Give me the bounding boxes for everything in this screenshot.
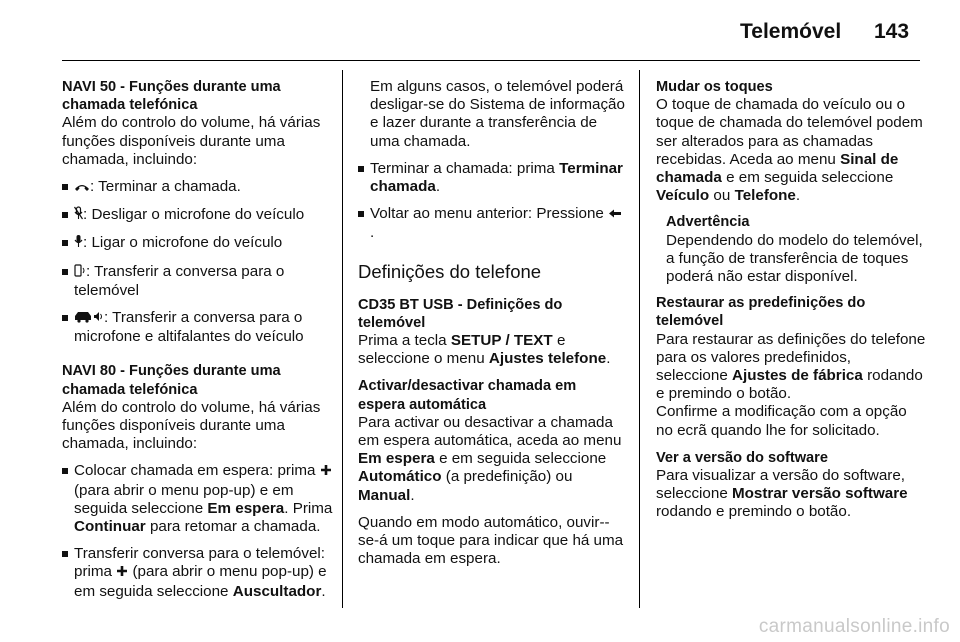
column-divider-1 <box>342 70 343 608</box>
navi80-function-list <box>62 462 334 600</box>
page-number: 143 <box>874 20 910 43</box>
microphone-icon <box>74 234 83 253</box>
list-item: : Transferir a conversa para o telemóvel <box>62 263 334 300</box>
call-waiting-note: Quando em modo automático, ouvir--se-á um toque para indicar que há uma chamada em espera. <box>358 513 624 568</box>
navi80-intro: Além do controlo do volume, há várias funções disponíveis durante uma chamada, incluindo: <box>62 398 321 453</box>
list-item: Transferir conversa para o telemóvel: prima (para abrir o menu pop-up) e em seguida seleccione Auscultador. <box>62 545 334 601</box>
software-text: Para visualizar a versão do software, seleccione Mostrar versão software rodando e premindo o botão. <box>656 467 908 521</box>
call-waiting-text: Para activar ou desactivar a chamada em espera automática, aceda ao menu Em espera e em seguida seleccione Automático (a predefinição) ou Manual. <box>358 413 622 504</box>
list-item: Terminar a chamada: prima Terminar chamada. <box>358 160 626 196</box>
list-item: Colocar chamada em espera: prima (para abrir o menu pop-up) e em seguida seleccione Em espera. Prima Continuar para retomar a chamada. <box>62 462 334 536</box>
list-item: Voltar ao menu anterior: Pressione . <box>358 205 626 242</box>
note-heading: Advertência <box>666 214 750 231</box>
page-footer <box>0 612 960 642</box>
continued-text: Em alguns casos, o telemóvel poderá desligar-se do Sistema de informação e lazer durante a transferência de uma chamada. <box>370 78 625 150</box>
note-text: Dependendo do modelo do telemóvel, a função de transferência de toques poderá não estar disponível. <box>666 231 923 286</box>
plus-icon <box>116 564 128 582</box>
section-heading-navi50: NAVI 50 - Funções durante uma chamada telefónica <box>62 79 281 114</box>
car-speaker-icon <box>74 310 104 328</box>
navi50-intro: Além do controlo do volume, há várias funções disponíveis durante uma chamada, incluindo: <box>62 114 321 168</box>
phone-hangup-icon <box>74 179 90 197</box>
column-divider-2 <box>639 70 640 608</box>
column-2 <box>358 78 626 568</box>
ringtones-text: O toque de chamada do veículo ou o toque de chamada do telemóvel podem ser alterados para as chamadas recebidas. Aceda ao menu Sinal de chamada e em seguida seleccione Veículo ou Telefone. <box>656 96 923 205</box>
section-heading-navi80: NAVI 80 - Funções durante uma chamada telefónica <box>62 363 281 398</box>
page-title: Telemóvel <box>740 20 842 43</box>
section-title: Definições do telefone <box>358 260 542 282</box>
microphone-off-icon <box>74 206 83 225</box>
back-arrow-icon <box>608 206 622 224</box>
navi80-function-list-continued <box>358 160 626 243</box>
column-3 <box>656 78 926 522</box>
section-heading-cd35: CD35 BT USB - Definições do telemóvel <box>358 296 563 331</box>
column-1 <box>62 78 334 601</box>
plus-icon <box>320 463 332 481</box>
section-heading-ringtones: Mudar os toques <box>656 79 773 95</box>
list-item: : Desligar o microfone do veículo <box>62 206 334 225</box>
section-heading-call-waiting: Activar/desactivar chamada em espera automática <box>358 378 577 413</box>
navi50-function-list <box>62 178 334 346</box>
restore-text: Para restaurar as definições do telefone para os valores predefinidos, seleccione Ajustes de fábrica rodando e premindo o botão. <box>656 330 926 403</box>
cd35-text: Prima a tecla SETUP / TEXT e seleccione o menu Ajustes telefone. <box>358 332 611 368</box>
section-heading-restore: Restaurar as predefinições do telemóvel <box>656 295 866 330</box>
page-header <box>0 0 960 60</box>
restore-confirm-text: Confirme a modificação com a opção no ecrã quando lhe for solicitado. <box>656 403 907 439</box>
header-divider <box>62 60 920 61</box>
section-heading-software: Ver a versão do software <box>656 449 828 466</box>
list-item: : Terminar a chamada. <box>62 178 334 197</box>
phone-transfer-icon <box>74 264 86 282</box>
watermark: carmanualsonline.info <box>758 616 950 637</box>
note-box <box>656 213 926 286</box>
list-item: : Transferir a conversa para o microfone e altifalantes do veículo <box>62 309 334 346</box>
list-item: : Ligar o microfone do veículo <box>62 234 334 253</box>
